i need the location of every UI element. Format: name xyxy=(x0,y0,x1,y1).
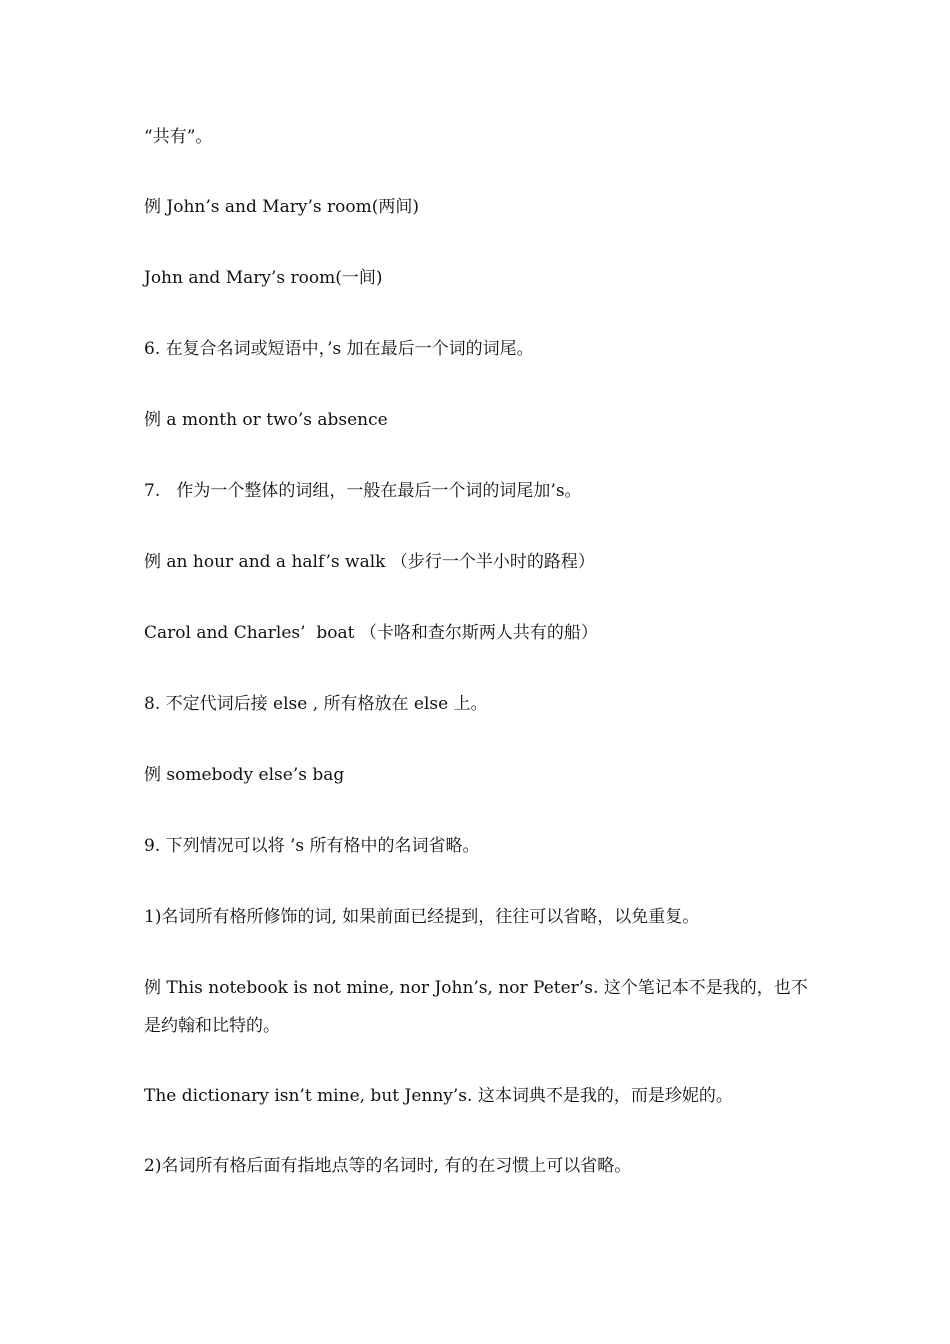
text-line-2: 例 John’s and Mary’s room(两间) xyxy=(144,197,420,217)
text-line-15: 2)名词所有格后面有指地点等的名词时, 有的在习惯上可以省略。 xyxy=(144,1156,632,1176)
text-line-13: 例 This notebook is not mine, nor John’s, nor Peter’s. 这个笔记本不是我的，也不是约翰和比特的。 xyxy=(144,978,808,1036)
text-line-14: The dictionary isn’t mine, but Jenny’s. 这本词典不是我的，而是珍妮的。 xyxy=(144,1086,733,1106)
text-line-6: 7. 作为一个整体的词组，一般在最后一个词的词尾加’s。 xyxy=(144,481,582,501)
text-line-9: 8. 不定代词后接 else , 所有格放在 else 上。 xyxy=(144,694,488,714)
text-line-12: 1)名词所有格所修饰的词, 如果前面已经提到，往往可以省略，以免重复。 xyxy=(144,907,700,927)
text-line-10: 例 somebody else’s bag xyxy=(144,765,345,785)
text-line-5: 例 a month or two’s absence xyxy=(144,410,388,430)
text-line-3: John and Mary’s room(一间) xyxy=(144,268,383,288)
text-line-8: Carol and Charles’ boat （卡咯和查尔斯两人共有的船） xyxy=(144,623,598,643)
text-line-11: 9. 下列情况可以将 ’s 所有格中的名词省略。 xyxy=(144,836,480,856)
text-line-4: 6. 在复合名词或短语中，’s 加在最后一个词的词尾。 xyxy=(144,339,534,359)
text-line-1: “共有”。 xyxy=(144,127,213,147)
text-line-7: 例 an hour and a half’s walk （步行一个半小时的路程） xyxy=(144,552,595,572)
